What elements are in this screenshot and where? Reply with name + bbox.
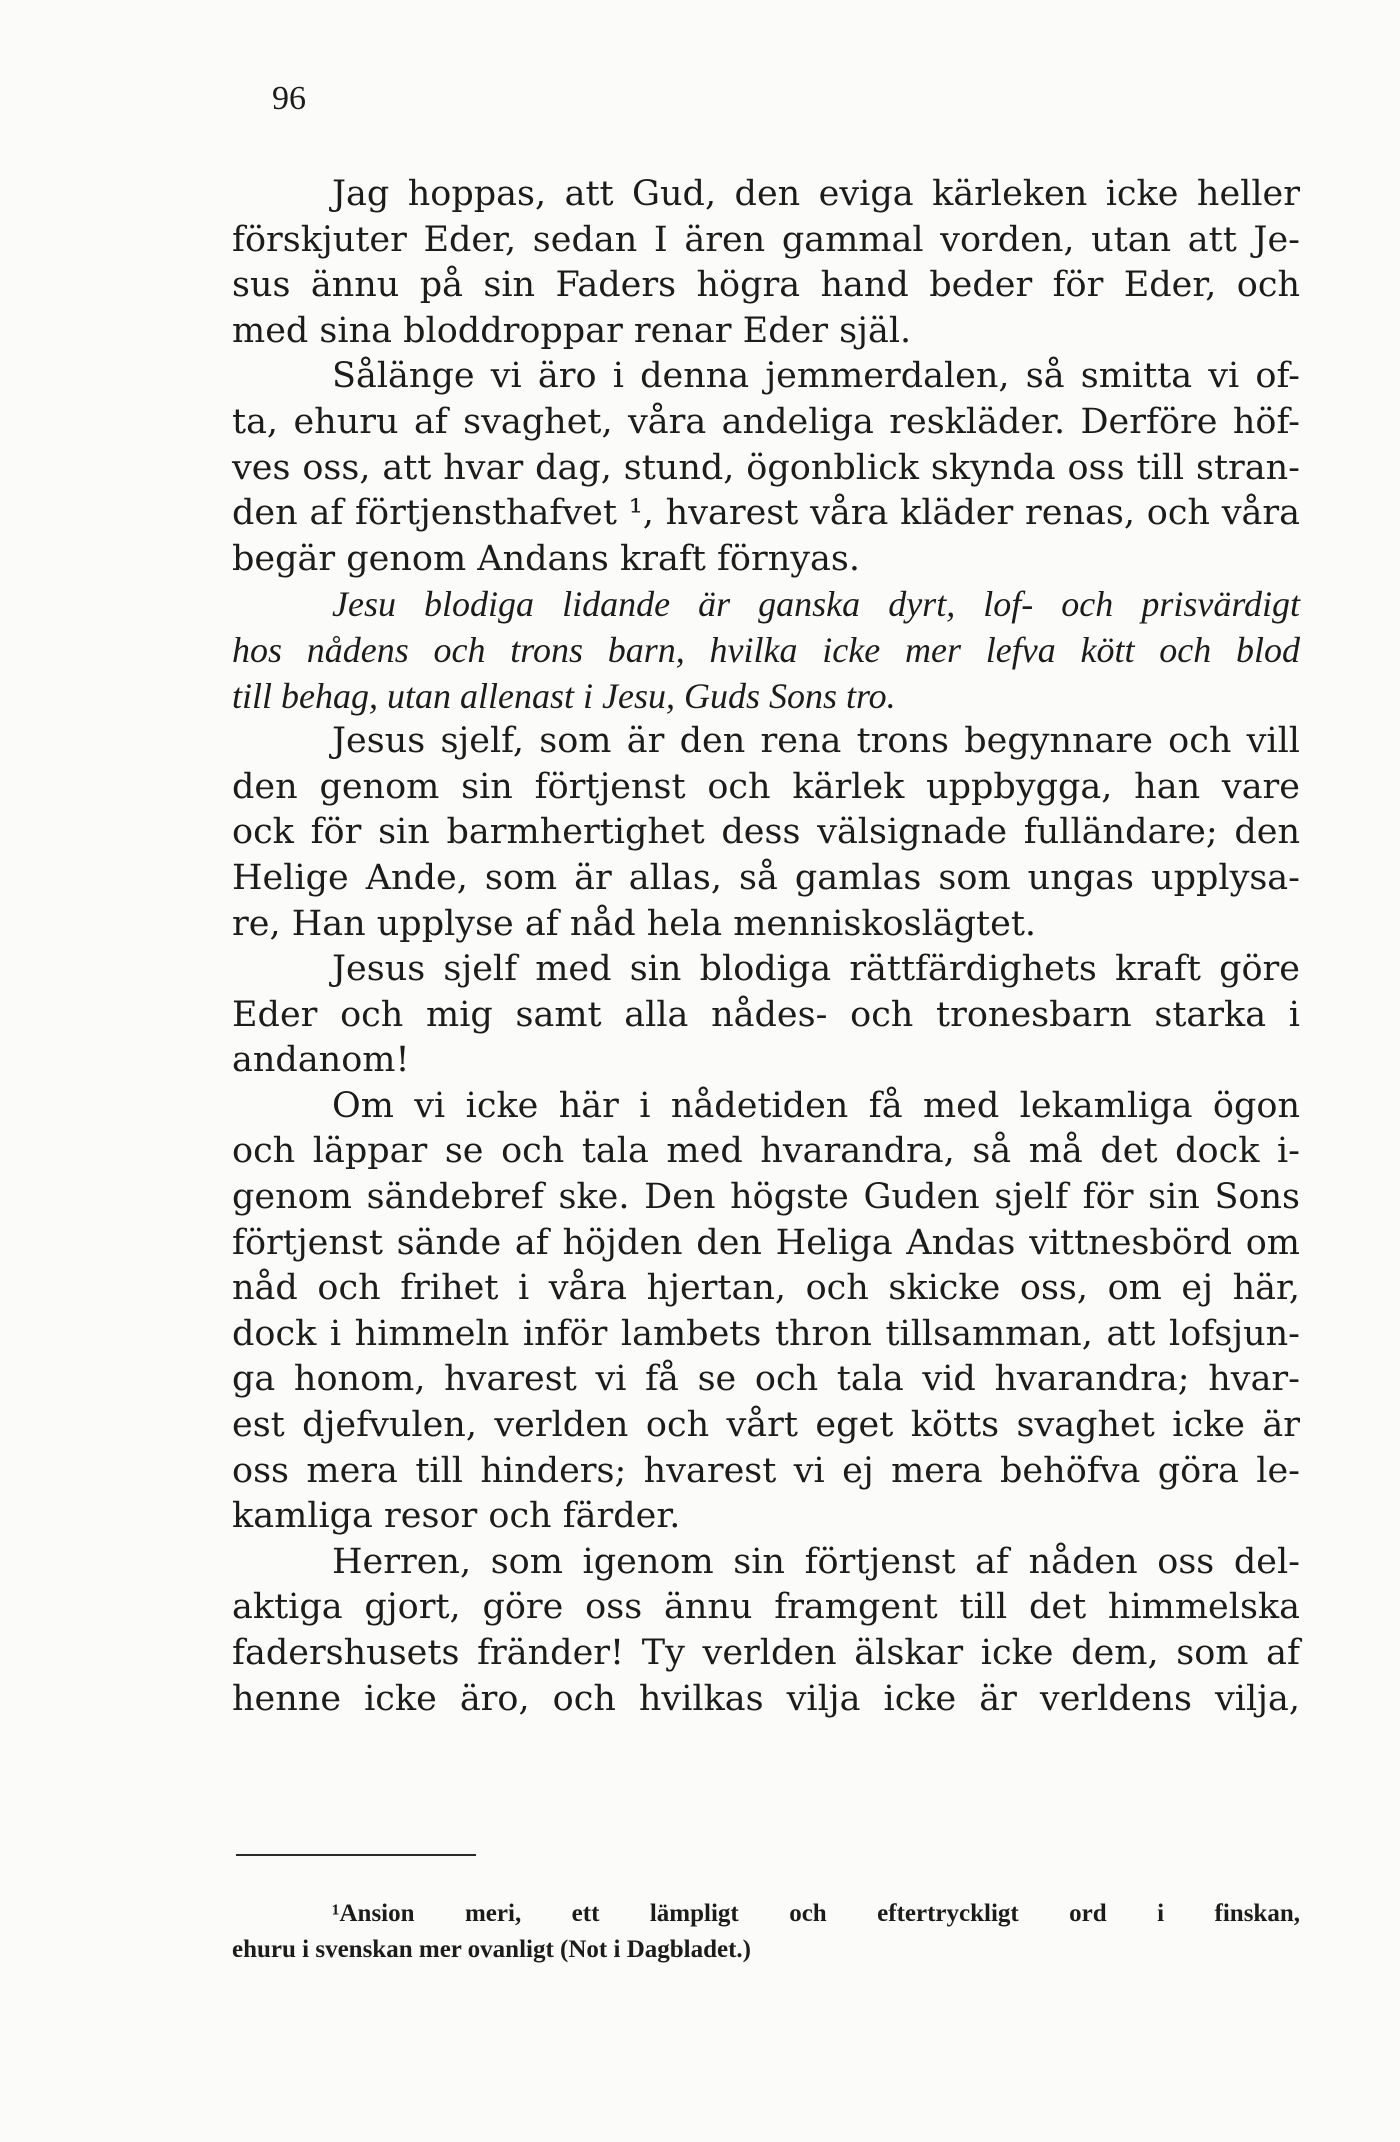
text-line: nåd och frihet i våra hjertan, och skicke oss, om ej här, [232,1268,1300,1309]
text-line: ga honom, hvarest vi få se och tala vid hvarandra; hvar- [232,1359,1300,1400]
footnote-line: ehuru i svenskan mer ovanligt (Not i Dagbladet.) [232,1936,752,1963]
text-line: och läppar se och tala med hvarandra, så må det dock i- [232,1131,1300,1172]
text-line: den af förtjensthafvet ¹, hvarest våra kläder renas, och våra [232,493,1300,534]
text-line: aktiga gjort, göre oss ännu framgent till det himmelska [232,1587,1300,1628]
text-line: Jesus sjelf, som är den rena trons begynnare och vill [332,721,1300,762]
text-line: ock för sin barmhertighet dess välsignade fulländare; den [232,812,1300,853]
text-line: andanom! [232,1040,410,1081]
text-line: ves oss, att hvar dag, stund, ögonblick skynda oss till stran- [232,447,1300,488]
text-line: Helige Ande, som är allas, så gamlas som ungas upplysa- [232,857,1300,898]
footnote-divider [236,1854,476,1856]
page-number: 96 [272,80,306,117]
text-line: Herren, som igenom sin förtjenst af nåden oss del- [332,1541,1300,1582]
text-line: sus ännu på sin Faders högra hand beder för Eder, och [232,265,1300,306]
footnote-line: ¹Ansion meri, ett lämpligt och eftertryckligt ord i finskan, [332,1900,1300,1927]
main-text [232,172,1300,1722]
text-line: med sina bloddroppar renar Eder själ. [232,310,912,351]
text-line: henne icke äro, och hvilkas vilja icke är verldens vilja, [232,1678,1300,1719]
text-line: Om vi icke här i nådetiden få med lekamliga ögon [332,1085,1300,1126]
text-line: ta, ehuru af svaghet, våra andeliga reskläder. Derföre höf- [232,401,1300,442]
text-line: dock i himmeln inför lambets thron tillsamman, att lofsjun- [232,1313,1300,1354]
text-line: Jesu blodiga lidande är ganska dyrt, lof- och prisvärdigt [332,584,1300,625]
text-line: fadershusets fränder! Ty verlden älskar icke dem, som af [232,1633,1300,1673]
text-line: till behag, utan allenast i Jesu, Guds Sons tro. [232,675,896,716]
text-line: Jesus sjelf med sin blodiga rättfärdighets kraft göre [332,949,1300,990]
text-line: oss mera till hinders; hvarest vi ej mera behöfva göra le- [232,1450,1300,1491]
text-line: Jag hoppas, att Gud, den eviga kärleken icke heller [332,174,1300,214]
text-line: est djefvulen, verlden och vårt eget kötts svaghet icke är [232,1405,1300,1446]
text-line: re, Han upplyse af nåd hela menniskoslägtet. [232,903,1037,944]
text-line: förtjenst sände af höjden den Heliga Andas vittnesbörd om [232,1222,1300,1263]
text-line: Eder och mig samt alla nådes- och tronesbarn starka i [232,994,1300,1035]
footnote [232,1896,1300,1968]
text-line: begär genom Andans kraft förnyas. [232,538,860,579]
text-line: förskjuter Eder, sedan I ären gammal vorden, utan att Je- [232,219,1300,260]
text-line: hos nådens och trons barn, hvilka icke mer lefva kött och blod [232,629,1300,670]
text-line: den genom sin förtjenst och kärlek uppbygga, han vare [232,766,1300,807]
text-line: genom sändebref ske. Den högste Guden sjelf för sin Sons [232,1177,1300,1218]
text-line: kamliga resor och färder. [232,1496,681,1537]
text-line: Sålänge vi äro i denna jemmerdalen, så smitta vi of- [332,356,1300,397]
